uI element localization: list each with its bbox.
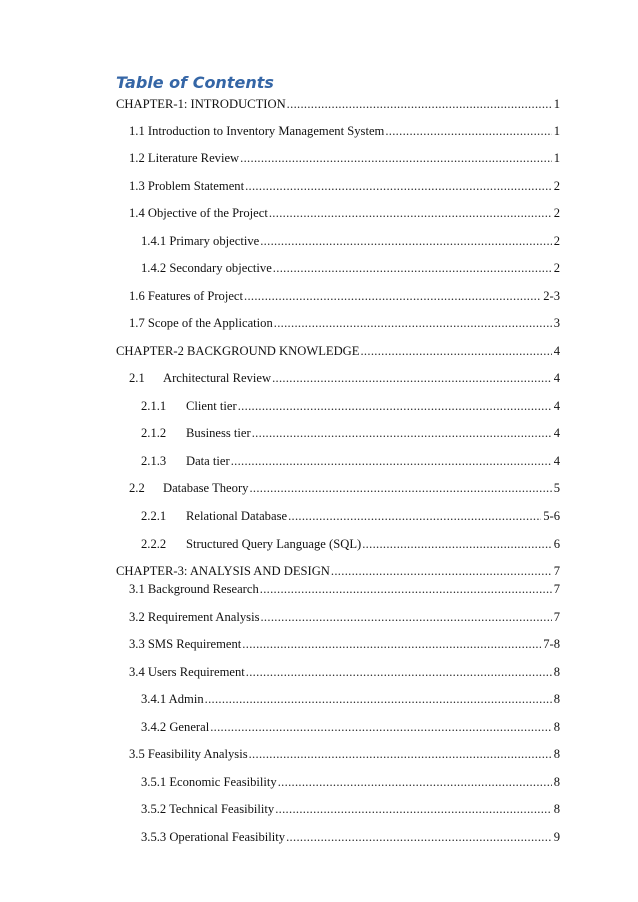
dot-leader [231,453,552,469]
toc-entry-2-1-2[interactable] [141,425,560,441]
toc-entry-2-1-3[interactable] [141,453,560,469]
toc-entry-1-4-1[interactable] [141,233,560,249]
toc-entry-text: 1.7 Scope of the Application [129,316,273,330]
toc-page-number: 5 [553,481,560,495]
toc-page-number: 2 [553,206,560,220]
toc-page-number: 2-3 [543,289,560,303]
toc-entry-text: 3.5.1 Economic Feasibility [141,775,277,789]
toc-entry-3-3[interactable] [129,636,560,652]
dot-leader [273,260,552,276]
toc-entry-number: 2.1.1 [141,399,167,413]
toc-entry-3-1[interactable] [129,581,560,597]
toc-page-number: 4 [553,399,560,413]
toc-entry-1-1[interactable] [129,123,560,139]
dot-leader [249,746,552,762]
toc-entry-text: Client tier [186,399,237,413]
toc-entry-3-2[interactable] [129,609,560,625]
dot-leader [275,801,552,817]
toc-entry-text: Structured Query Language (SQL) [186,537,362,551]
toc-entry-text: 3.5.2 Technical Feasibility [141,802,275,816]
dot-leader [272,370,552,386]
toc-entry-2-2-1[interactable] [141,508,560,524]
toc-entry-3-4-1[interactable] [141,691,560,707]
toc-entry-1-4-2[interactable] [141,260,560,276]
toc-entry-chapter-2[interactable] [116,343,560,359]
toc-page-number: 4 [553,371,560,385]
toc-page-number: 5-6 [543,509,560,523]
dot-leader [249,480,551,496]
toc-entry-text: Data tier [186,454,230,468]
toc-page-number: 7 [553,564,560,578]
toc-entry-number: 2.2 [129,481,145,495]
toc-entry-text: 3.4.2 General [141,720,210,734]
dot-leader [252,425,552,441]
toc-page-number: 8 [553,747,560,761]
toc-page-number: 7 [553,582,560,596]
toc-entry-2-2[interactable] [129,480,560,496]
dot-leader [278,774,552,790]
dot-leader [260,233,551,249]
toc-page-number: 9 [553,830,560,844]
dot-leader [246,664,552,680]
dot-leader [362,536,551,552]
toc-entry-text: 3.3 SMS Requirement [129,637,242,651]
toc-entry-number: 2.1.3 [141,454,167,468]
toc-entry-text: 1.4.1 Primary objective [141,234,260,248]
toc-page-number: 4 [553,344,560,358]
toc-entry-text: 1.3 Problem Statement [129,179,245,193]
dot-leader [245,178,552,194]
dot-leader [242,636,541,652]
toc-entry-1-7[interactable] [129,315,560,331]
dot-leader [240,150,552,166]
toc-page-number: 7-8 [543,637,560,651]
dot-leader [269,205,552,221]
dot-leader [288,508,541,524]
toc-page-number: 1 [553,97,560,111]
toc-entry-text: 1.6 Features of Project [129,289,244,303]
dot-leader [286,829,552,845]
dot-leader [210,719,552,735]
toc-entry-3-5-1[interactable] [141,774,560,790]
dot-leader [260,609,551,625]
toc-entry-text: CHAPTER-1: INTRODUCTION [116,97,286,111]
dot-leader [238,398,552,414]
dot-leader [385,123,551,139]
toc-page-number: 2 [553,261,560,275]
toc-entry-text: 3.4 Users Requirement [129,665,245,679]
toc-page-number: 2 [553,234,560,248]
toc-entry-text: 3.2 Requirement Analysis [129,610,260,624]
toc-page-number: 1 [553,124,560,138]
toc-page-number: 8 [553,665,560,679]
toc-page-number: 8 [553,802,560,816]
dot-leader [205,691,552,707]
toc-entry-1-4[interactable] [129,205,560,221]
toc-page-number: 4 [553,426,560,440]
toc-entry-text: 1.2 Literature Review [129,151,240,165]
toc-page-number: 2 [553,179,560,193]
dot-leader [360,343,551,359]
toc-entry-chapter-1[interactable] [116,96,560,112]
toc-entry-text: 3.4.1 Admin [141,692,204,706]
toc-page-number: 6 [553,537,560,551]
toc-entry-3-4-2[interactable] [141,719,560,735]
toc-page-number: 4 [553,454,560,468]
dot-leader [244,288,541,304]
dot-leader [260,581,552,597]
toc-page-number: 8 [553,692,560,706]
toc-entry-text: 3.1 Background Research [129,582,259,596]
toc-entry-2-1-1[interactable] [141,398,560,414]
toc-entry-text: 1.1 Introduction to Inventory Management System [129,124,385,138]
toc-entry-number: 2.2.1 [141,509,167,523]
toc-entry-3-5-3[interactable] [141,829,560,845]
dot-leader [331,563,552,579]
toc-entry-3-4[interactable] [129,664,560,680]
toc-entry-2-1[interactable] [129,370,560,386]
toc-entry-1-2[interactable] [129,150,560,166]
toc-entry-text: 3.5.3 Operational Feasibility [141,830,286,844]
toc-title: Table of Contents [116,73,274,92]
toc-entry-3-5[interactable] [129,746,560,762]
toc-page-number: 7 [553,610,560,624]
dot-leader [287,96,552,112]
toc-entry-text: CHAPTER-2 BACKGROUND KNOWLEDGE [116,344,360,358]
toc-entry-text: Relational Database [186,509,288,523]
toc-entry-text: 1.4.2 Secondary objective [141,261,272,275]
toc-entry-chapter-3[interactable] [116,563,560,579]
toc-entry-text: Architectural Review [163,371,272,385]
toc-entry-1-6[interactable] [129,288,560,304]
toc-entry-1-3[interactable] [129,178,560,194]
toc-entry-text: Business tier [186,426,251,440]
toc-entry-text: 3.5 Feasibility Analysis [129,747,248,761]
toc-entry-number: 2.1 [129,371,145,385]
toc-page-number: 8 [553,775,560,789]
toc-page-number: 1 [553,151,560,165]
toc-entry-text: 1.4 Objective of the Project [129,206,268,220]
toc-entry-2-2-2[interactable] [141,536,560,552]
dot-leader [274,315,552,331]
toc-entry-text: Database Theory [163,481,249,495]
toc-entry-number: 2.1.2 [141,426,167,440]
toc-entry-text: CHAPTER-3: ANALYSIS AND DESIGN [116,564,330,578]
toc-page-number: 3 [553,316,560,330]
toc-entry-3-5-2[interactable] [141,801,560,817]
toc-page-number: 8 [553,720,560,734]
toc-entry-number: 2.2.2 [141,537,167,551]
